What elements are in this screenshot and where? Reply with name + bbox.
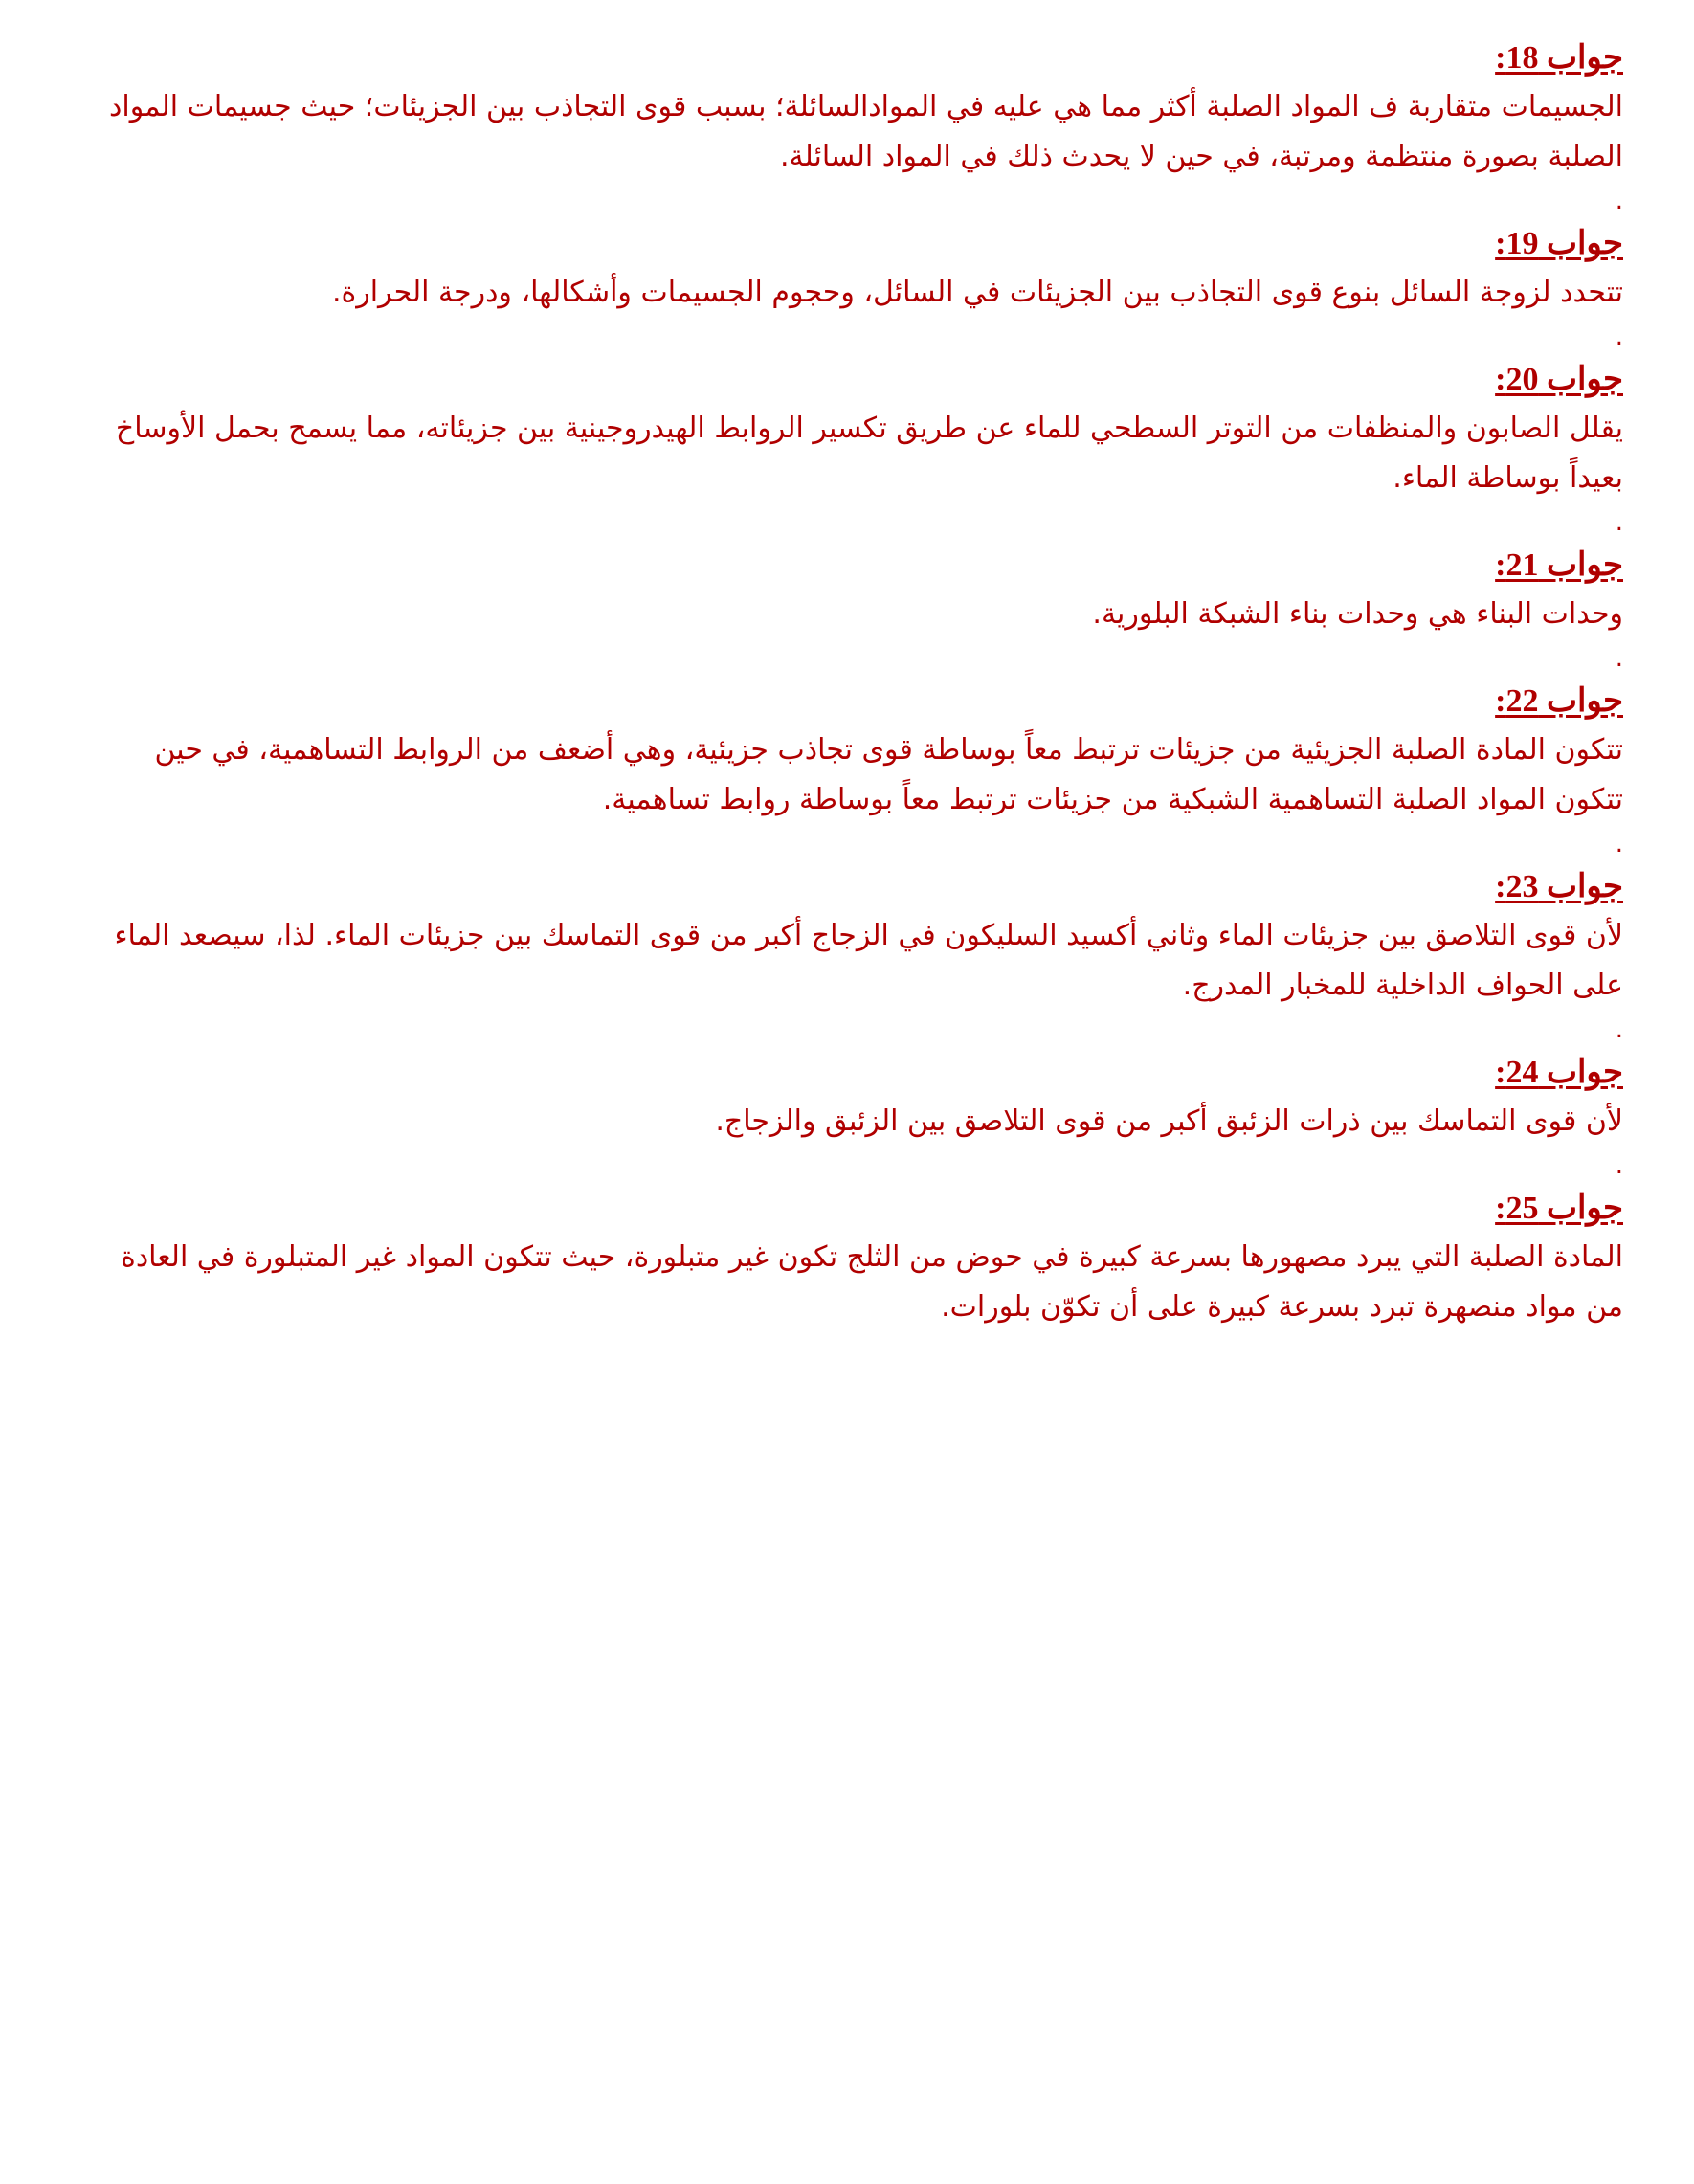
answer-title: جواب 18: — [1495, 40, 1623, 76]
answer-text: وحدات البناء هي وحدات بناء الشبكة البلورية. — [1092, 597, 1623, 631]
answer-text: المادة الصلبة التي يبرد مصهورها بسرعة كبيرة في حوض من الثلج تكون غير متبلورة، حيث تتكون المواد غير المتبلورة في العادة من مواد منصهرة تبرد بسرعة كبيرة على أن تكوّن بلورات. — [121, 1240, 1623, 1324]
answer-title: جواب 23: — [1495, 869, 1623, 904]
separator-dot: . — [1615, 830, 1623, 858]
answers-page — [105, 34, 1623, 1332]
answer-22 — [105, 678, 1623, 825]
answer-title: جواب 20: — [1495, 362, 1623, 397]
separator-dot: . — [1615, 187, 1623, 215]
answer-25 — [105, 1185, 1623, 1332]
answer-23 — [105, 863, 1623, 1011]
separator-dot: . — [1615, 644, 1623, 673]
separator-dot: . — [1615, 1151, 1623, 1180]
answer-24 — [105, 1049, 1623, 1147]
separator-dot: . — [1615, 1015, 1623, 1044]
answer-text: لأن قوى التماسك بين ذرات الزئبق أكبر من قوى التلاصق بين الزئبق والزجاج. — [715, 1104, 1623, 1138]
answer-18 — [105, 34, 1623, 182]
answer-text: الجسيمات متقاربة ف المواد الصلبة أكثر مما هي عليه في الموادالسائلة؛ بسبب قوى التجاذب بين الجزيئات؛ حيث جسيمات المواد الصلبة بصورة منتظمة ومرتبة، في حين لا يحدث ذلك في المواد السائلة. — [109, 90, 1623, 173]
answer-title: جواب 24: — [1495, 1055, 1623, 1090]
answer-21 — [105, 542, 1623, 639]
answer-title: جواب 19: — [1495, 226, 1623, 261]
answer-text: يقلل الصابون والمنظفات من التوتر السطحي للماء عن طريق تكسير الروابط الهيدروجينية بين جزيئاته، مما يسمح بحمل الأوساخ بعيداً بوساطة الماء. — [115, 412, 1623, 495]
answer-text: لأن قوى التلاصق بين جزيئات الماء وثاني أكسيد السليكون في الزجاج أكبر من قوى التماسك بين جزيئات الماء. لذا، سيصعد الماء على الحواف الداخلية للمخبار المدرج. — [114, 919, 1623, 1002]
answer-title: جواب 21: — [1495, 547, 1623, 583]
separator-dot: . — [1615, 323, 1623, 351]
answer-20 — [105, 356, 1623, 503]
answer-text: تتحدد لزوجة السائل بنوع قوى التجاذب بين الجزيئات في السائل، وحجوم الجسيمات وأشكالها، ودرجة الحرارة. — [331, 276, 1623, 309]
answer-19 — [105, 220, 1623, 318]
answer-title: جواب 25: — [1495, 1191, 1623, 1226]
answer-text: تتكون المادة الصلبة الجزيئية من جزيئات ترتبط معاً بوساطة قوى تجاذب جزيئية، وهي أضعف من الروابط التساهمية، في حين تتكون المواد الصلبة التساهمية الشبكية من جزيئات ترتبط معاً بوساطة روابط تساهمية. — [154, 733, 1623, 816]
separator-dot: . — [1615, 508, 1623, 537]
answer-title: جواب 22: — [1495, 683, 1623, 719]
